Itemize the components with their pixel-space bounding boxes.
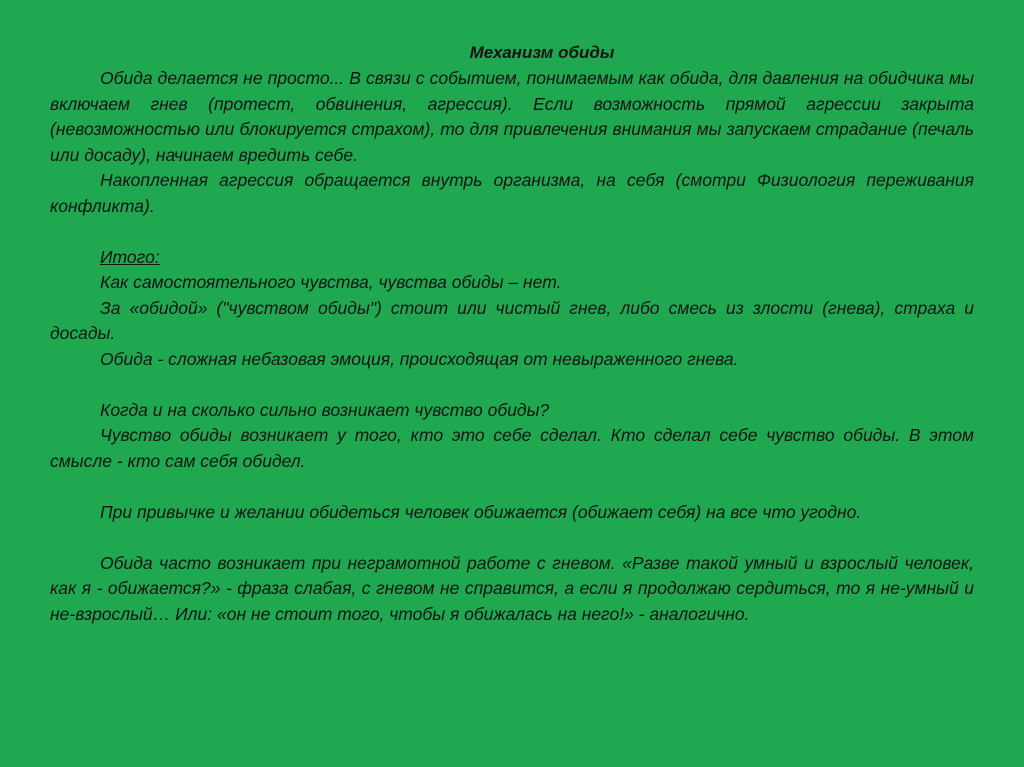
- slide-title: Механизм обиды: [469, 43, 615, 62]
- spacer: [50, 219, 974, 245]
- spacer: [50, 525, 974, 551]
- summary-line-2: За «обидой» ("чувством обиды") стоит или чистый гнев, либо смесь из злости (гнева), страха и досады.: [50, 297, 974, 343]
- slide-body: [50, 66, 974, 627]
- spacer: [50, 474, 974, 500]
- summary-heading: Итого:: [100, 246, 160, 267]
- question-line: Когда и на сколько сильно возникает чувство обиды?: [100, 399, 550, 420]
- paragraph-mechanism: Обида делается не просто... В связи с событием, понимаемым как обида, для давления на обидчика мы включаем гнев (протест, обвинения, агрессия). Если возможность прямой агрессии закрыта (невозможностью или блокируется страхом), то для привлечения внимания мы запускаем страдание (печаль или досаду), начинаем вредить себе.: [50, 68, 974, 165]
- answer-paragraph: Чувство обиды возникает у того, кто это себе сделал. Кто сделал себе чувство обиды. В этом смысле - кто сам себя обидел.: [50, 425, 974, 471]
- summary-line-1: Как самостоятельного чувства, чувства обиды – нет.: [100, 272, 562, 292]
- habit-paragraph: При привычке и желании обидеться человек обижается (обижает себя) на все что угодно.: [100, 501, 862, 522]
- summary-heading-line: [50, 245, 974, 271]
- spacer: [50, 372, 974, 398]
- summary-line-3: Обида - сложная небазовая эмоция, происходящая от невыраженного гнева.: [100, 348, 739, 369]
- paragraph-accumulated-aggression: Накопленная агрессия обращается внутрь организма, на себя (смотри Физиология переживания конфликта).: [50, 170, 974, 216]
- example-paragraph: Обида часто возникает при неграмотной работе с гневом. «Разве такой умный и взрослый человек, как я - обижается?» - фраза слабая, с гневом не справится, а если я продолжаю сердиться, то я не-умный и не-взрослый… Или: «он не стоит того, чтобы я обижалась на него!» - аналогично.: [50, 552, 974, 624]
